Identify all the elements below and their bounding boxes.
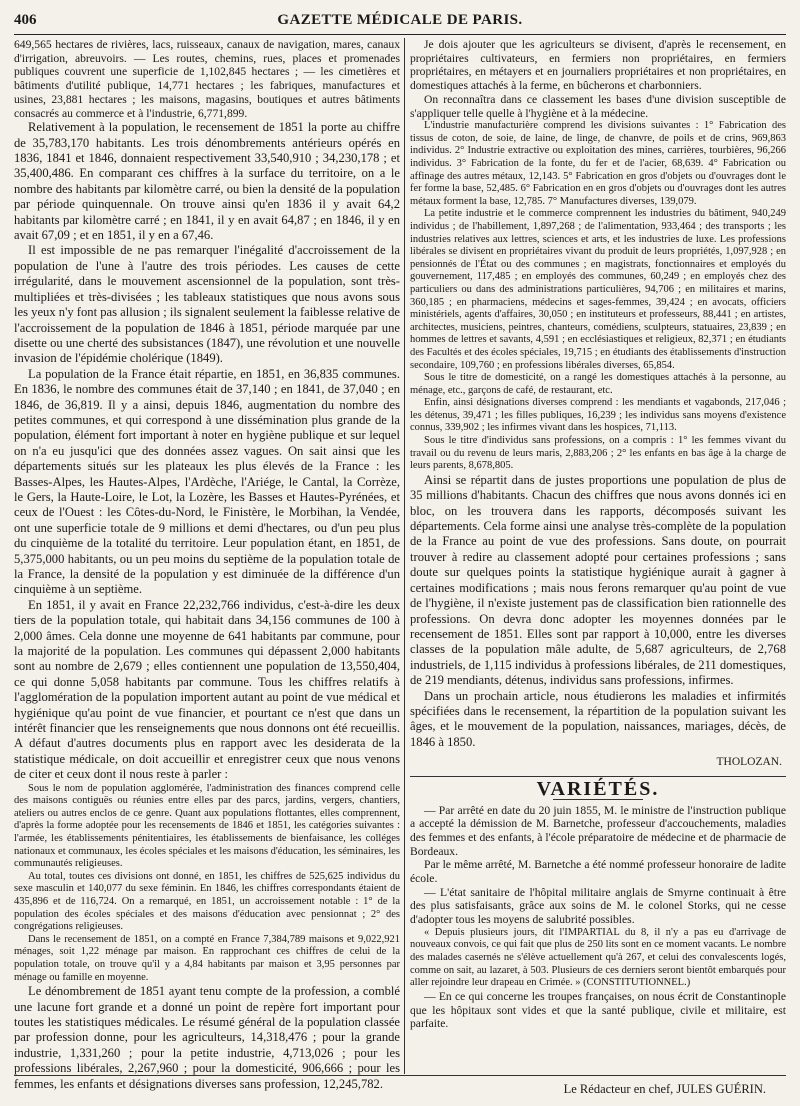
right-column <box>410 38 786 1031</box>
paragraph: On reconnaîtra dans ce classement les bases d'une division susceptible de s'appliquer telle quelle à l'hygiène et à la médecine. <box>410 92 786 120</box>
paragraph: Il est impossible de ne pas remarquer l'inégalité d'accroissement de la population de l'une à l'autre des trois périodes. Les causes de cette irrégularité, dans le mouvement ascensionnel de la population, sont très-multipliées et très-divisées ; les tableaux statistiques que nous avons sous les yeux n'y font pas allusion ; ils signalent seulement la faiblesse relative de l'accroissement de la population de 1846 à 1851, période marquée par une disette ou une cherté des subsistances (1847), une révolution et une nouvelle invasion de l'épidémie cholérique (1849). <box>14 243 400 366</box>
paragraph: Par le même arrêté, M. Barnetche a été nommé professeur honoraire de ladite école. <box>410 858 786 886</box>
editor-line: Le Rédacteur en chef, JULES GUÉRIN. <box>563 1082 766 1096</box>
paragraph: « Depuis plusieurs jours, dit l'IMPARTIAL du 8, il n'y a pas eu d'arrivage de nouveaux convois, ce qui fait que plus de 250 lits sont en ce moment vacants. Le nombre des malades casernés ne s'élève actuellement qu'à 267, et celui des convalescents logés, comme on sait, au lazaret, à 503. Plusieurs de ces derniers seront bientôt embarqués pour aller rejoindre leur drapeau en Crimée. » (CONSTITUTIONNEL.) <box>410 926 786 989</box>
paragraph: — En ce qui concerne les troupes françaises, on nous écrit de Constantinople que les hôpitaux sont vides et que la santé publique, civile et militaire, est parfaite. <box>410 989 786 1031</box>
page-header <box>14 10 786 35</box>
paragraph: Relativement à la population, le recensement de 1851 la porte au chiffre de 35,783,170 habitants. Les trois dénombrements antérieurs opérés en 1836, 1841 et 1846, donnaient respectivement 33,540,910 ; 34,230,178 ; et 35,400,486. En comparant ces chiffres à la surface du territoire, on a le nombre des habitants par kilomètre carré, ou bien la densité de la population par période quinquennale. On trouve ainsi qu'en 1836 il y avait 64,2 habitants par kilomètre carré ; en 1841, il y en avait 64,87 ; en 1846, il y en avait 67,09 ; et en 1851, il y en a 67,46. <box>14 120 400 243</box>
column-divider <box>404 38 405 1074</box>
left-column <box>14 38 400 1092</box>
paragraph: 649,565 hectares de rivières, lacs, ruisseaux, canaux de navigation, mares, canaux d'irrigation, abreuvoirs. — Les routes, chemins, rues, places et promenades publiques couvrent une superficie de 1,102,845 hectares ; — les cimetières et bâtiments d'utilité publique, 14,771 hectares ; les fabriques, manufactures et usines, 23,881 hectares ; les maisons, magasins, boutiques et autres bâtiments consacrés au commerce et à l'industrie, 6,771,899. <box>14 38 400 120</box>
paragraph: Ainsi se répartit dans de justes proportions une population de plus de 35 millions d'habitants. Chacun des chiffres que nous avons donnés ici en bloc, on les trouvera dans les rapports, décomposés suivant les départements. Cela forme ainsi une analyse très-complète de la population de la France au point de vue des professions. Sans doute, on pourrait trouver à redire au classement adopté pour certaines professions ; sans doute sur quelques points la statistique hygiénique aurait à gagner à certaines modifications ; mais nous ferons remarquer qu'au point de vue de l'hygiène, il n'existe justement pas de classification bien rationnelle des professions. On devra donc adopter les moyennes données par le recensement de 1851. Elles sont par rapport à 10,000, entre les diverses classes de la population mâle adulte, de 5,687 agriculteurs, de 2,768 industriels, de 1,115 individus à professions libérales, de 211 domestiques, de 219 mendiants, détenus, individus sans professions, infirmes. <box>410 472 786 688</box>
page-footer <box>14 1075 786 1100</box>
page-number: 406 <box>14 12 37 28</box>
paragraph: En 1851, il y avait en France 22,232,766 individus, c'est-à-dire les deux tiers de la population totale, qui habitait dans 34,156 communes de 100 à 2,000 âmes. Cela donne une moyenne de 641 habitants par commune, pour la majorité de la population. Les communes qui dépassent 2,000 habitants sont au nombre de 2,679 ; elles contiennent une population de 13,550,404, ce qui donne 5,058 habitants par commune. Tous les chiffres relatifs à l'agglomération de la population importent autant au point de vue médical et hygiénique qu'au point de vue financier, et pourtant ce n'est que dans un intérêt financier que les renseignements que nous donnons ont été recueillis. A défaut d'autres documents plus en rapport avec les desiderata de la statistique médicale, on doit accueillir et enregistrer ceux que nous venons de citer et ceux dont il nous reste à parler : <box>14 597 400 782</box>
paragraph: Le dénombrement de 1851 ayant tenu compte de la profession, a comblé une lacune fort grande et a donné un point de repère fort important pour toutes les statistiques médicales. Le résumé général de la population classée par profession donne, pour les agriculteurs, 14,318,476 ; pour la grande industrie, 1,331,260 ; pour la petite industrie, 4,713,026 ; pour les professions libérales, 2,267,960 ; pour la domesticité, 906,666 ; pour les femmes, les enfants et désignations diverses sans profession, 12,245,782. <box>14 984 400 1091</box>
section-rule <box>410 776 786 777</box>
paragraph: Dans le recensement de 1851, on a compté en France 7,384,789 maisons et 9,022,921 ménages, soit 1,22 ménage par maison. En rapprochant ces chiffres de celui de la population totale, on trouve qu'il y a 4,84 habitants par maison et 3,95 personnes par ménage ou famille en moyenne. <box>14 933 400 983</box>
paragraph: — Par arrêté en date du 20 juin 1855, M. le ministre de l'instruction publique a accepté la démission de M. Barnetche, professeur d'accouchements, maladies des femmes et des enfants, à l'école préparatoire de médecine et de pharmacie de Bordeaux. <box>410 803 786 858</box>
paragraph: — L'état sanitaire de l'hôpital militaire anglais de Smyrne continuait à être des plus satisfaisants, grâce aux soins de M. le colonel Storks, qui ne cesse d'adopter tous les moyens de salubrité possibles. <box>410 885 786 927</box>
paragraph: La population de la France était répartie, en 1851, en 36,835 communes. En 1836, le nombre des communes était de 37,140 ; en 1841, de 37,040 ; en 1846, de 36,819. Il y a ainsi, depuis 1846, augmentation du nombre des petites communes, et qui correspond à une dissémination plus grande de la population, élément fort important à noter en hygiène publique et sur lequel on n'a eu jusqu'ici que des données assez vagues. On sait ainsi que les départements situés sur les plateaux les plus élevés de la France : les Basses-Alpes, les Hautes-Alpes, l'Ardèche, l'Ariége, le Cantal, la Corrèze, le Gers, la Haute-Loire, le Lot, la Lozère, les Basses et Hautes-Pyrénées, et ceux de l'Ouest : les Côtes-du-Nord, le Finistère, le Morbihan, la Vendée, ont une superficie totale de 9 millions et demi d'hectares, ou d'un peu plus du cinquième de la totalité du territoire. Leur population étant, en 1851, de 5,375,000 habitants, ou un peu moins du septième de la population totale de la France, la densité de la population y est diminuée de la différence d'un cinquième à un septième. <box>14 366 400 597</box>
paragraph: Dans un prochain article, nous étudierons les maladies et infirmités spécifiées dans le recensement, la répartition de la population suivant les âges, et le mouvement de la population, naissances, mariages, décès, de 1846 à 1850. <box>410 688 786 749</box>
newspaper-page <box>14 10 786 1100</box>
paragraph: Enfin, ainsi désignations diverses comprend : les mendiants et vagabonds, 217,046 ; les détenus, 39,471 ; les filles publiques, 16,239 ; les individus sans moyens d'existence connus, 339,902 ; les infirmes vivant dans les hospices, 71,113. <box>410 397 786 434</box>
columns <box>14 38 786 1100</box>
paragraph: Sous le titre de domesticité, on a rangé les domestiques attachés à la personne, au ménage, etc., garçons de café, de restaurant, etc. <box>410 372 786 396</box>
journal-title: GAZETTE MÉDICALE DE PARIS. <box>277 12 523 28</box>
paragraph: Au total, toutes ces divisions ont donné, en 1851, les chiffres de 525,625 individus du sexe masculin et 140,077 du sexe féminin. En 1846, les chiffres correspondants étaient de 435,896 et de 116,724. On a remarqué, en 1851, un accroissement notable : 1° de la population des écoles spéciales et des maisons d'éducation avec pensionnat ; 2° des congrégations religieuses. <box>14 870 400 933</box>
paragraph: Je dois ajouter que les agriculteurs se divisent, d'après le recensement, en propriétaires cultivateurs, en fermiers non propriétaires, en fermiers propriétaires, en métayers et en journaliers propriétaires et non propriétaires, en domestiques attachés à la ferme, en bûcherons et charbonniers. <box>410 38 786 93</box>
paragraph: Sous le titre d'individus sans professions, on a compris : 1° les femmes vivant du travail ou du revenu de leurs maris, 2,883,206 ; 2° les enfants en bas âge à la charge de leurs parents, 8,678,805. <box>410 435 786 472</box>
paragraph: Sous le nom de population agglomérée, l'administration des finances comprend celle des maisons contiguës ou réunies entre elles par des parcs, jardins, vergers, chantiers, ateliers ou autres enclos de ce genre. Quant aux populations flottantes, elles comprennent, d'après la forme adoptée pour les recensements de 1846 et 1851, les catégories suivantes : l'armée, les établissements pénitentiaires, les établissements de bienfaisance, les colléges nationaux et communaux, les écoles spéciales et les maisons d'éducation, les séminaires, les communautés religieuses. <box>14 782 400 870</box>
paragraph: L'industrie manufacturière comprend les divisions suivantes : 1° Fabrication des tissus de coton, de soie, de laine, de linge, de chanvre, de poils et de crins, 969,863 individus. 2° Industrie extractive ou exploitation des mines, carrières, tourbières, 96,266 individus. 3° Fabrication de la fonte, du fer et de l'acier, 68,639. 4° Fabrication ou affinage des autres métaux, 12,143. 5° Fabrication en gros d'objets ou d'ouvrages dont le fer forme la base, 52,485. 6° Fabrication en en gros d'objets ou d'ouvrages dont les autres métaux forment la base, 12,785. 7° Manufactures diverses, 139,079. <box>410 120 786 207</box>
section-title: VARIÉTÉS. <box>410 783 786 800</box>
right-article-body <box>410 38 786 750</box>
author-signature: THOLOZAN. <box>716 756 782 769</box>
varietes-body <box>410 804 786 1031</box>
paragraph: La petite industrie et le commerce comprennent les industries du bâtiment, 940,249 individus ; de l'habillement, 1,897,268 ; de l'alimentation, 933,464 ; des transports ; les industries relatives aux lettres, sciences et arts, et les industries de luxe. Les professions libérales se divisent en propriétaires vivant du produit de leurs propriétés, 1,097,928 ; en pensionnés de l'État ou des communes ; en magistrats, fonctionnaires et employés du gouvernement, 117,485 ; en employés des communes, 60,249 ; en employés chez des particuliers ou dans des administrations particulières, 94,706 ; en militaires et marins, 360,185 ; en pharmaciens, médecins et sages-femmes, 39,424 ; en avocats, officiers ministériels, agents d'affaires, 30,050 ; en instituteurs et professeurs, 88,441 ; en artistes, architectes, musiciens, peintres, chanteurs, comédiens, sculpteurs, statuaires, 23,839 ; en hommes de lettres et savants, 4,591 ; en ecclésiastiques et religieux, 82,371 ; en étudiants des Facultés et des écoles spéciales, 19,715 ; en étudiants des établissements d'instruction secondaire, 109,760 ; en professions libérales diverses, 65,854. <box>410 208 786 371</box>
